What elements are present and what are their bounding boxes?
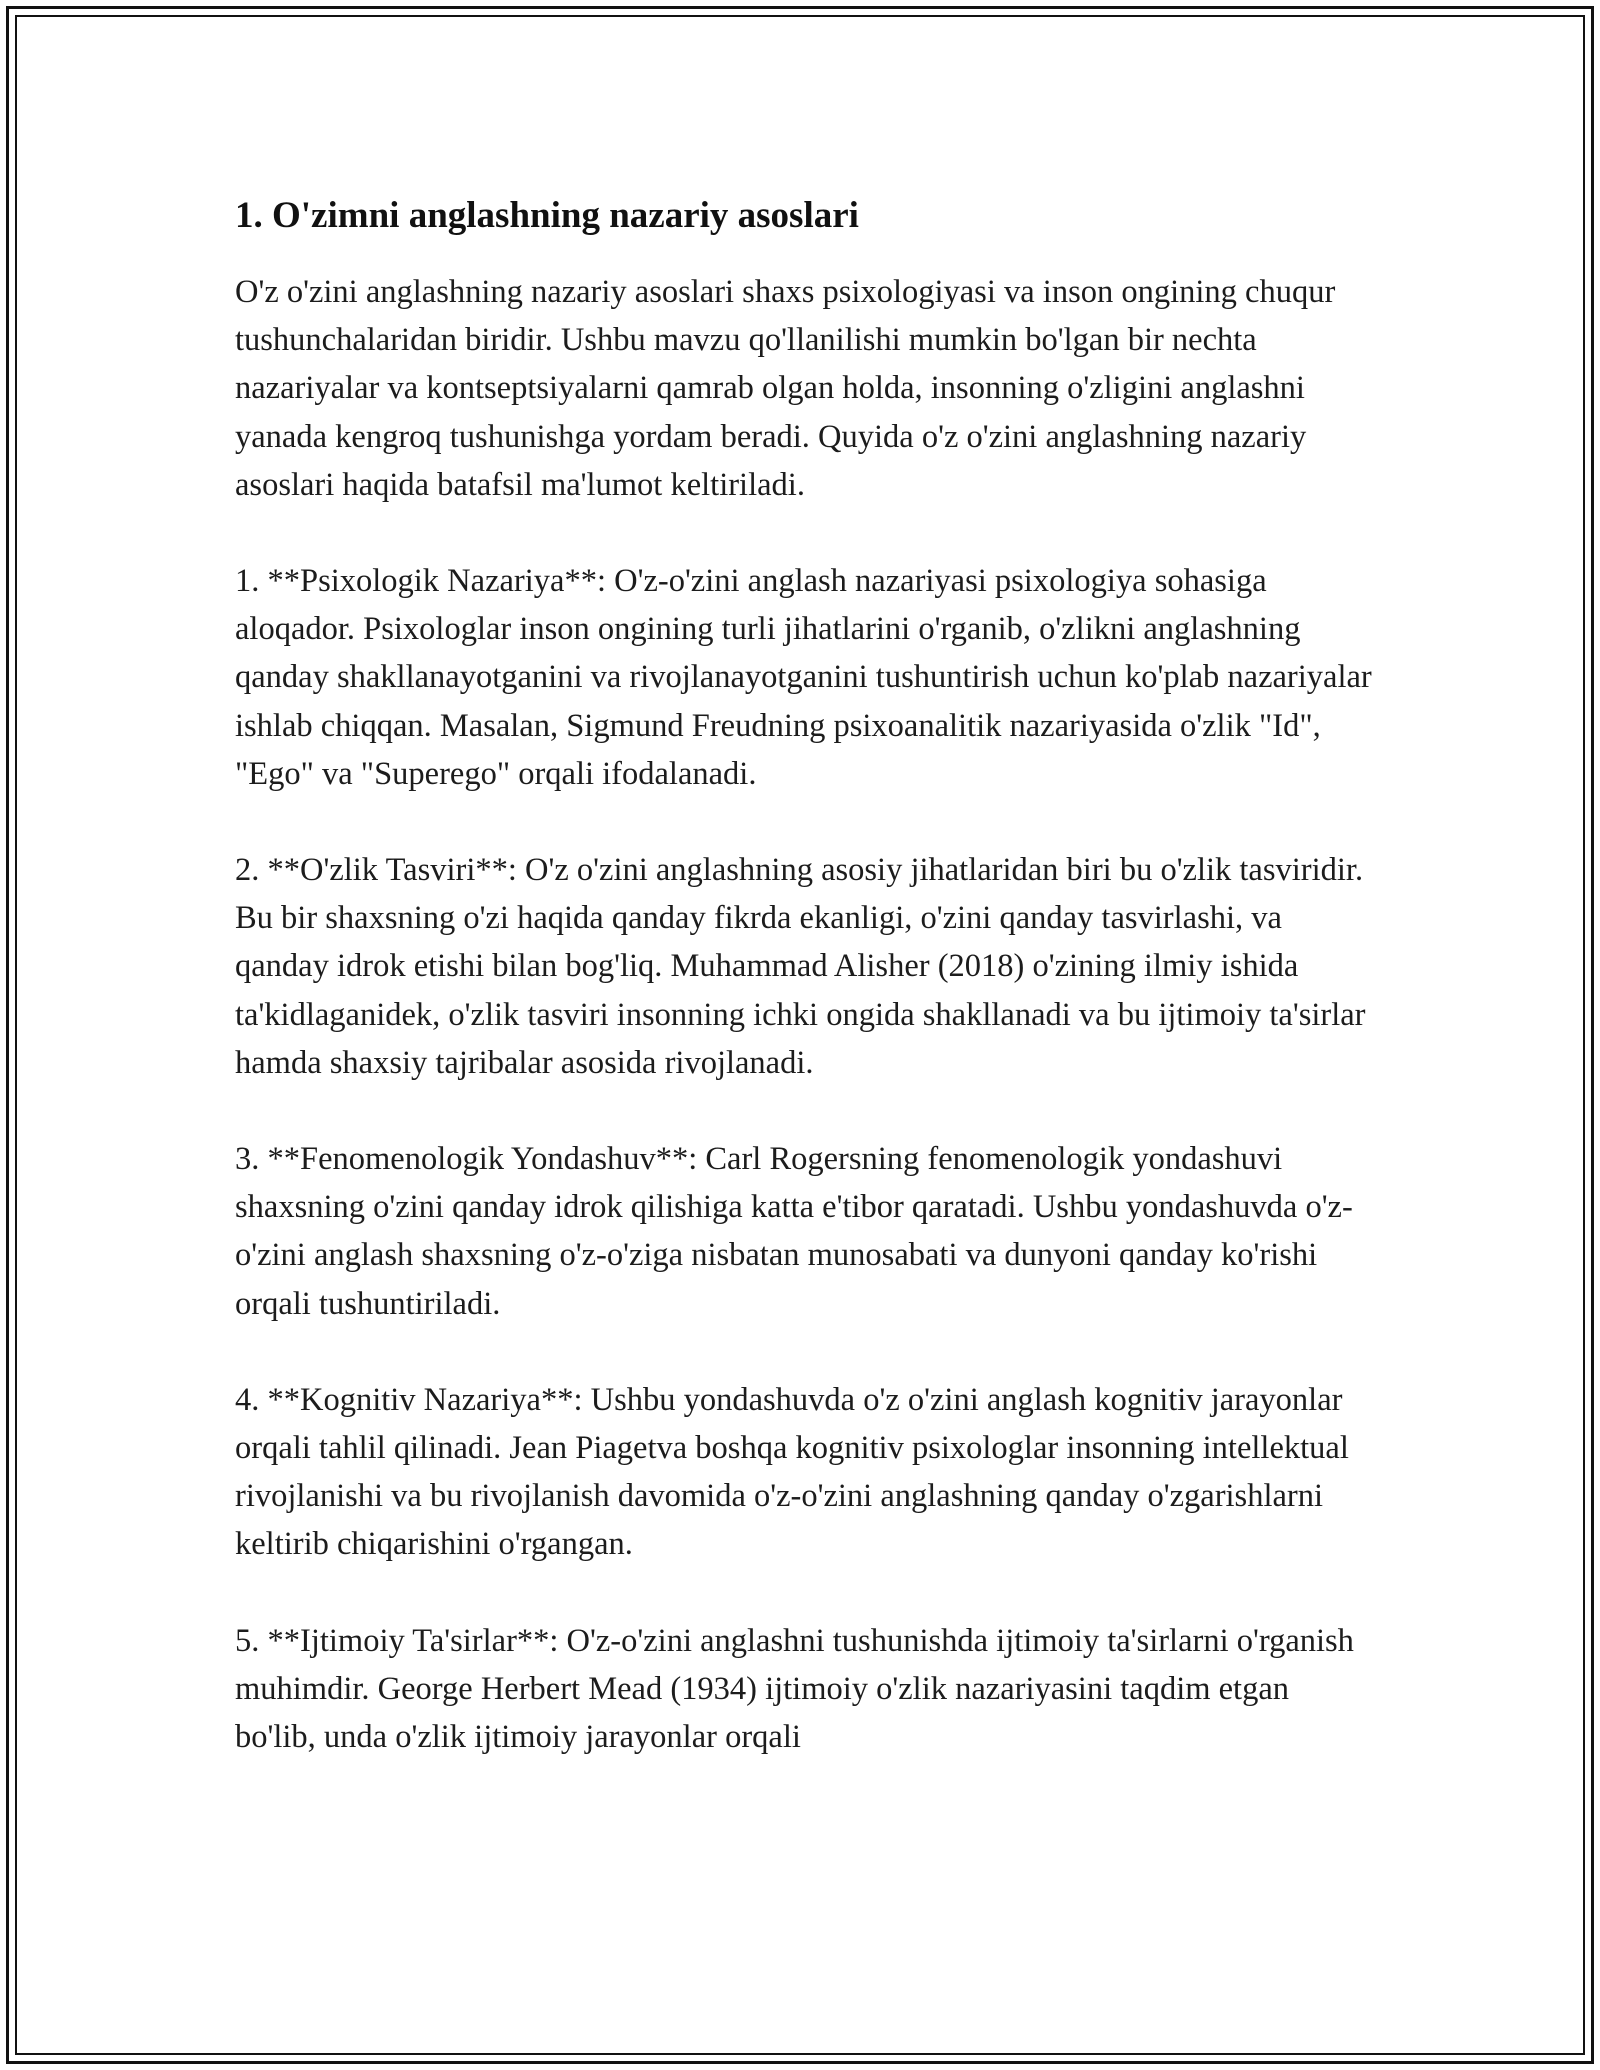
paragraph-intro: O'z o'zini anglashning nazariy asoslari shaxs psixologiyasi va inson ongining chuqur tushunchalaridan biridir. Ushbu mavzu qo'llanilishi mumkin bo'lgan bir nechta nazariyalar va kontseptsiyalarni qamrab olgan holda, insonning o'zligini anglashni yanada kengroq tushunishga yordam beradi. Quyida o'z o'zini anglashning nazariy asoslari haqida batafsil ma'lumot keltiriladi.: [235, 274, 1336, 503]
paragraph-fenomenologik-yondashuv: 3. **Fenomenologik Yondashuv**: Carl Rogersning fenomenologik yondashuvi shaxsning o'zini qanday idrok qilishiga katta e'tibor qaratadi. Ushbu yondashuvda o'z-o'zini anglash shaxsning o'z-o'ziga nisbatan munosabati va dunyoni qanday ko'rishi orqali tushuntiriladi.: [235, 1141, 1353, 1322]
paragraph-kognitiv-nazariya: 4. **Kognitiv Nazariya**: Ushbu yondashuvda o'z o'zini anglash kognitiv jarayonlar orqali tahlil qilinadi. Jean Piagetva boshqa kognitiv psixologlar insonning intellektual rivojlanishi va bu rivojlanish davomida o'z-o'zini anglashning qanday o'zgarishlarni keltirib chiqarishini o'rgangan.: [235, 1381, 1349, 1563]
paragraph-psixologik-nazariya: 1. **Psixologik Nazariya**: O'z-o'zini anglash nazariyasi psixologiya sohasiga aloqador. Psixologlar inson ongining turli jihatlarini o'rganib, o'zlikni anglashning qanday shakllanayotganini va rivojlanayotganini tushuntirish uchun ko'plab nazariyalar ishlab chiqqan. Masalan, Sigmund Freudning psixoanalitik nazariyasida o'zlik "Id", "Ego" va "Superego" orqali ifodalanadi.: [235, 563, 1372, 792]
section-heading: 1. O'zimni anglashning nazariy asoslari: [235, 195, 859, 236]
document-body: [235, 186, 1375, 1809]
paragraph-ijtimoiy-tasirlar: 5. **Ijtimoiy Ta'sirlar**: O'z-o'zini anglashni tushunishda ijtimoiy ta'sirlarni o'rganish muhimdir. George Herbert Mead (1934) ijtimoiy o'zlik nazariyasini taqdim etgan bo'lib, unda o'zlik ijtimoiy jarayonlar orqali: [235, 1622, 1354, 1756]
paragraph-ozlik-tasviri: 2. **O'zlik Tasviri**: O'z o'zini anglashning asosiy jihatlaridan biri bu o'zlik tasviridir. Bu bir shaxsning o'zi haqida qanday fikrda ekanligi, o'zini qanday tasvirlashi, va qanday idrok etishi bilan bog'liq. Muhammad Alisher (2018) o'zining ilmiy ishida ta'kidlaganidek, o'zlik tasviri insonning ichki ongida shakllanadi va bu ijtimoiy ta'sirlar hamda shaxsiy tajribalar asosida rivojlanadi.: [235, 852, 1366, 1081]
